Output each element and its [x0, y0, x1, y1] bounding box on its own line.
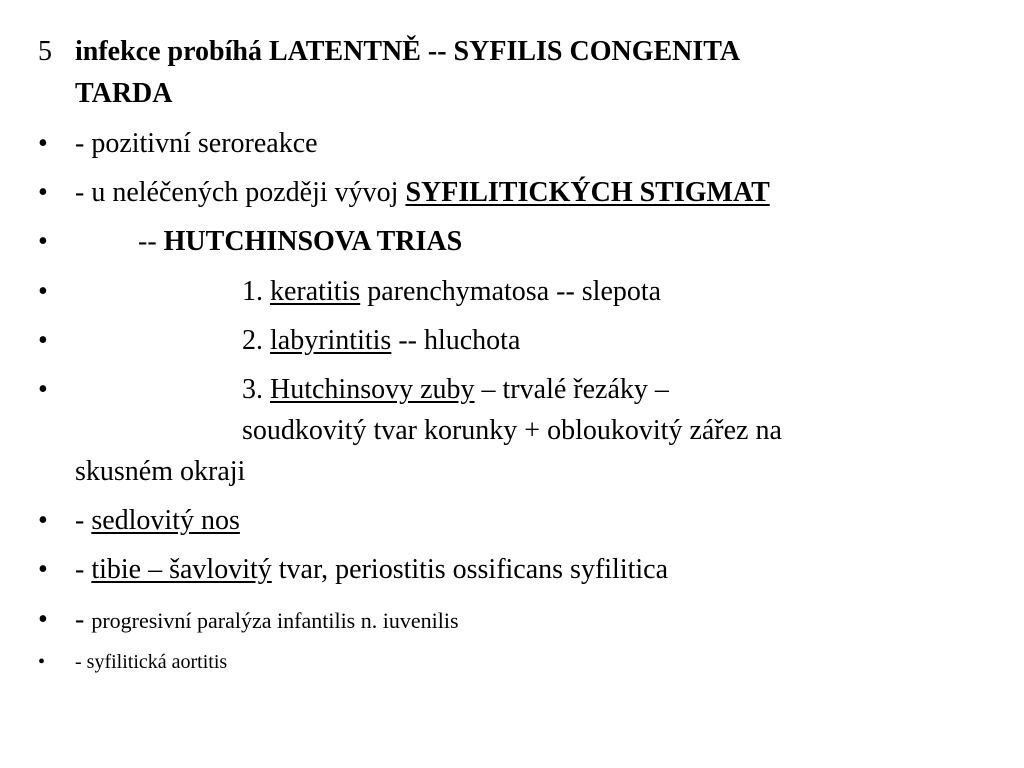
tibia-rest: tvar, periostitis ossificans syfilitica — [271, 554, 669, 585]
tibia-prefix: - — [75, 554, 92, 585]
stigmata-emphasis: SYFILITICKÝCH STIGMAT — [405, 177, 770, 208]
saddle-nose-prefix: - — [75, 505, 92, 536]
teeth-number: 3. — [242, 374, 270, 405]
keratitis-term: keratitis — [270, 276, 361, 307]
keratitis-number: 1. — [242, 276, 270, 307]
bullet: • — [38, 374, 48, 405]
saddle-nose-term: sedlovitý nos — [91, 505, 240, 536]
stigmata-prefix: - u neléčených později vývoj — [75, 177, 406, 208]
bullet: • — [38, 226, 48, 257]
bullet: • — [38, 554, 48, 585]
bullet: • — [38, 505, 48, 536]
bullet: • — [38, 128, 48, 159]
labyrintitis-term: labyrintitis — [270, 325, 392, 356]
list-item-paralysis — [75, 600, 459, 640]
heading-line-1: infekce probíhá LATENTNĚ -- SYFILIS CONGENITA — [75, 36, 741, 67]
bullet: • — [38, 325, 48, 356]
trias-title: HUTCHINSOVA TRIAS — [163, 226, 463, 257]
bullet: • — [38, 177, 48, 208]
teeth-description-line-2: soudkovitý tvar korunky + obloukovitý zářez na — [242, 415, 782, 446]
paralysis-prefix: - — [75, 604, 92, 635]
list-item-seroreaction: - pozitivní seroreakce — [75, 128, 318, 159]
list-item-saddle-nose — [75, 501, 240, 541]
list-item-hutchinson-teeth — [242, 370, 669, 410]
bullet: • — [38, 276, 48, 307]
list-item-stigmata — [75, 173, 770, 213]
bullet: • — [38, 604, 48, 635]
list-item-labyrintitis — [242, 321, 520, 361]
teeth-description-line-3: skusném okraji — [75, 456, 246, 487]
labyrintitis-number: 2. — [242, 325, 270, 356]
labyrintitis-rest: -- hluchota — [391, 325, 521, 356]
list-item-aortitis: - syfilitická aortitis — [75, 651, 228, 673]
keratitis-rest: parenchymatosa -- slepota — [360, 276, 662, 307]
teeth-term: Hutchinsovy zuby — [270, 374, 475, 405]
bullet: • — [38, 651, 46, 673]
tibia-term: tibie – šavlovitý — [91, 554, 272, 585]
list-item-keratitis — [242, 272, 661, 312]
heading-line-2: TARDA — [75, 78, 173, 109]
item-number: 5 — [38, 36, 52, 67]
list-item-hutchinson-trias — [138, 222, 462, 262]
trias-prefix: -- — [138, 226, 164, 257]
paralysis-text: progresivní paralýza infantilis n. iuvenilis — [91, 608, 459, 633]
list-item-tibia — [75, 550, 668, 590]
teeth-rest: – trvalé řezáky – — [474, 374, 669, 405]
